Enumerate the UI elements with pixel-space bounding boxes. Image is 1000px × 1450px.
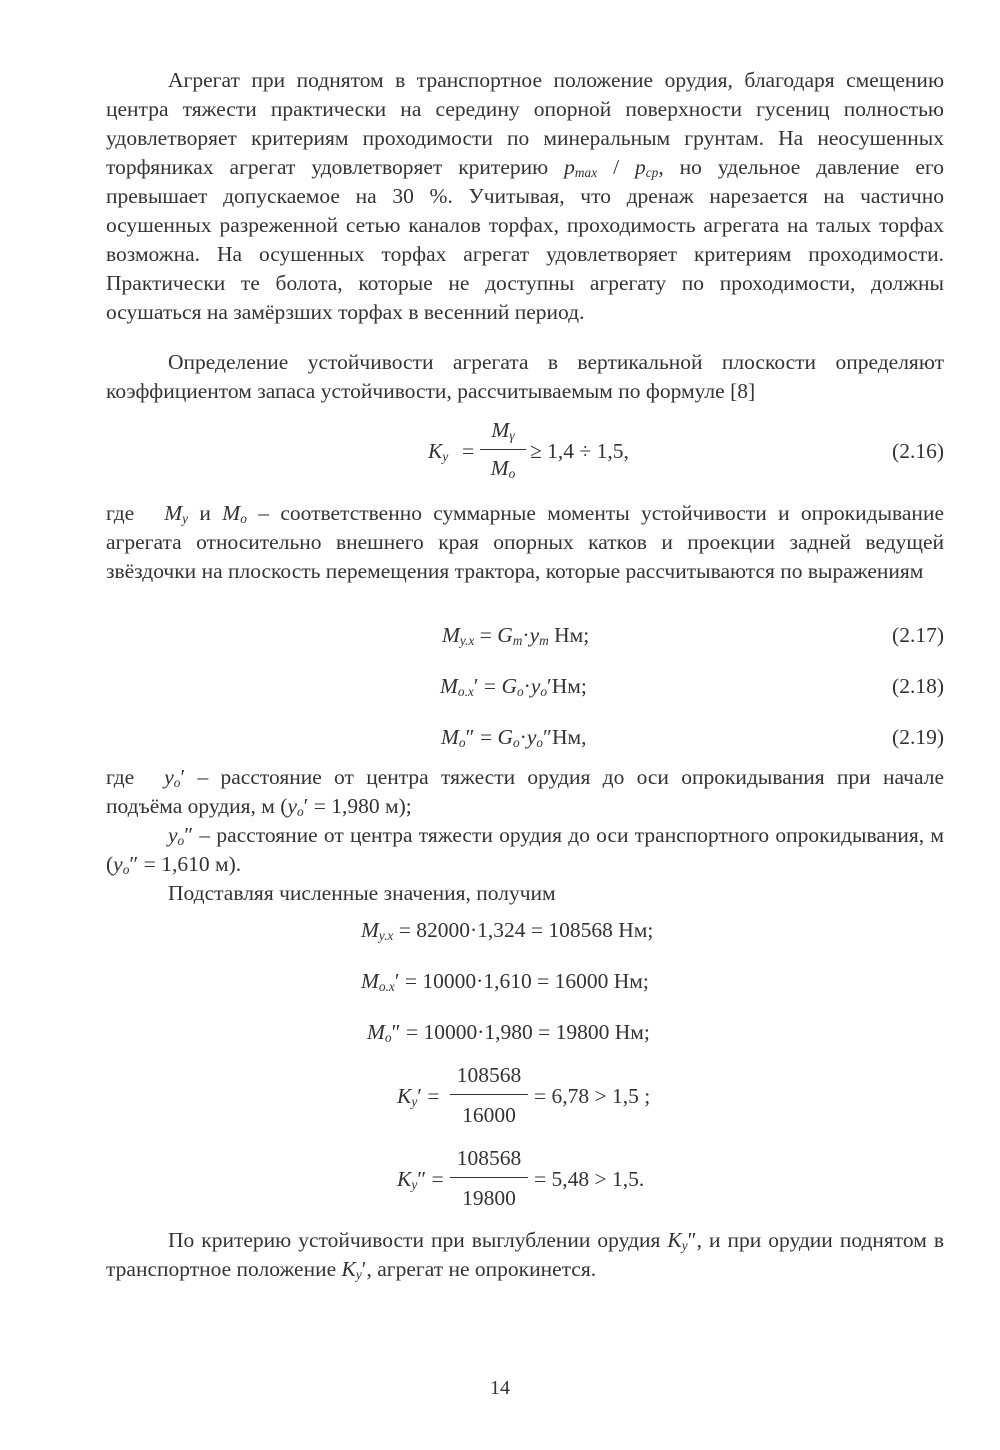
ky-double-prime-result: = 5,48 > 1,5. xyxy=(534,1167,645,1191)
fraction-denominator: 16000 xyxy=(462,1103,516,1127)
paragraph-conclusion: По критерию устойчивости при выглублении орудия $K_y''$, и при орудии поднятом в транспортное положение $K_y'$, агрегат не опрокинется. xyxy=(106,1228,944,1282)
eq216-numerator: $M_\gamma$ xyxy=(491,418,515,443)
ky-prime-result: = 6,78 > 1,5 ; xyxy=(534,1084,651,1108)
paragraph-text: Агрегат при поднятом в транспортное положение орудия, благодаря смещению центра тяжести практически на середину опорной поверхности гусениц полностью удовлетворяет критериям проходимости по минеральным грунтам. На неосушенных торфяниках агрегат удовлетворяет критерию xyxy=(106,68,944,179)
fraction-bar xyxy=(450,1177,528,1178)
paragraph-where-yo-double-prime: $y_o''$ – расстояние от центра тяжести орудия до оси транспортного опрокидывания, м ($y_o'' = 1,610$ м). xyxy=(106,823,944,877)
equation-number: (2.16) xyxy=(892,439,944,463)
equation-number: (2.19) xyxy=(892,725,944,749)
calc-mo-double-prime: $M_o'' = 10000\cdot 1,980 = 19800$ Нм; xyxy=(367,1020,650,1045)
eq216-lhs: $K_y$ xyxy=(428,439,449,464)
page-number: 14 xyxy=(490,1377,510,1399)
where-word: где xyxy=(106,765,135,789)
fraction-numerator: 108568 xyxy=(456,1063,522,1087)
fraction-bar xyxy=(450,1094,528,1095)
eq218-expression: $M_{o.x}' = G_o\cdot y_o'Нм$; xyxy=(440,674,587,699)
eq216-equals: = xyxy=(462,439,475,463)
eq216-rhs: ≥ 1,4 ÷ 1,5, xyxy=(530,439,629,463)
ky-prime-fraction xyxy=(448,1060,530,1132)
paragraph-text-tail: , но удельное давление его превышает допускаемое на 30 %. Учитывая, что дренаж нарезается на частично осушенных разреженной сетью каналов торфах, проходимость агрегата на талых торфах возможна. На осушенных торфах агрегат удовлетворяет критериям проходимости. Практически те болота, которые не доступны агрегату по проходимости, должны осушаться на замёрзших торфах в весенний период. xyxy=(106,155,944,324)
paragraph-passability xyxy=(106,66,944,327)
pmax-symbol: $p_{max}$ xyxy=(564,155,598,180)
eq216-fraction xyxy=(478,415,528,485)
paragraph-where-yo-prime: где $y_o'$ – расстояние от центра тяжести орудия до оси опрокидывания при начале подъёма орудия, м ($y_o' = 1,980$ м); xyxy=(106,765,944,819)
fraction-numerator: 108568 xyxy=(456,1146,522,1170)
pcp-symbol: $p_{cp}$ xyxy=(635,155,659,180)
ky-double-prime-lhs: $K_y''$ = xyxy=(397,1167,444,1192)
paragraph-stability-definition xyxy=(106,348,944,406)
calc-mo-x-prime: $M_{o.x}' = 10000\cdot 1,610 = 16000$ Нм; xyxy=(361,969,649,994)
ky-prime-lhs: $K_y'$ = xyxy=(397,1084,440,1109)
ky-double-prime-fraction xyxy=(448,1143,530,1215)
equation-number: (2.17) xyxy=(892,623,944,647)
paragraph-substitute: Подставляя численные значения, получим xyxy=(168,881,556,905)
fraction-denominator: 19800 xyxy=(462,1186,516,1210)
equation-number: (2.18) xyxy=(892,674,944,698)
paragraph-where-moments: где $M_y$ и $M_o$ – соответственно суммарные моменты устойчивости и опрокидывание агрегата относительно внешнего края опорных катков и проекции задней ведущей звёздочки на плоскость перемещения трактора, которые рассчитываются по выражениям xyxy=(106,501,944,583)
eq217-expression: $M_{y.x} = G_m\cdot y_m$ Нм; xyxy=(442,623,590,648)
eq216-denominator: $M_o$ xyxy=(490,456,516,481)
eq219-expression: $M_o'' = G_o\cdot y_o''Нм$, xyxy=(441,725,587,750)
calc-my-x: $M_{y.x} = 82000\cdot 1,324 = 108568$ Нм; xyxy=(361,918,654,943)
slash: / xyxy=(597,155,635,179)
paragraph-text: Определение устойчивости агрегата в вертикальной плоскости определяют коэффициентом запаса устойчивости, рассчитываемым по формуле [8] xyxy=(106,350,944,403)
fraction-bar xyxy=(480,449,526,450)
where-word: где xyxy=(106,501,135,525)
paragraph-text: – соответственно суммарные моменты устойчивости и опрокидывание агрегата относительно внешнего края опорных катков и проекции задней ведущей звёздочки на плоскость перемещения трактора, которые рассчитываются по выражениям xyxy=(106,501,944,583)
